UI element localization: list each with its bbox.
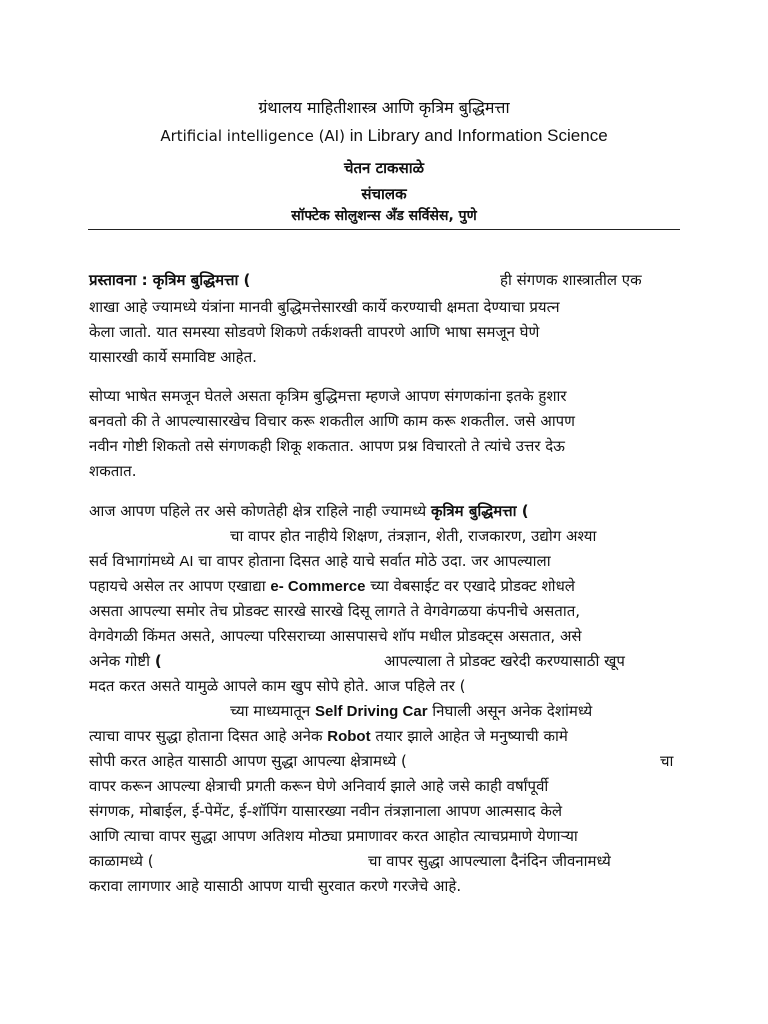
para3-line15-end: चा वापर सुद्धा आपल्याला दैनंदिन जीवनामध्ये	[368, 852, 611, 870]
para3-line13: संगणक, मोबाईल, ई-पेमेंट, ई-शॉपिंग यासारख्या नवीन तंत्रज्ञानाला आपण आत्मसाद केले	[89, 802, 563, 820]
para3-line2: चा वापर होत नाहीये शिक्षण, तंत्रज्ञान, शेती, राजकारण, उद्योग अश्या	[230, 527, 597, 545]
para1-line1-end: ही संगणक शास्त्रातील एक	[500, 271, 642, 289]
marathi-title: ग्रंथालय माहितीशास्त्र आणि कृत्रिम बुद्धिमत्ता	[258, 98, 510, 117]
para3-line9: च्या माध्यमातून Self Driving Car निघाली असून अनेक देशांमध्ये	[230, 702, 593, 720]
para3-line6: वेगवेगळी किंमत असते, आपल्या परिसराच्या आसपासचे शॉप मधील प्रोडक्ट्स असतात, असे	[89, 627, 582, 645]
para1-heading: प्रस्तावना : कृत्रिम बुद्धिमत्ता (	[89, 271, 251, 289]
author-name: चेतन टाकसाळे	[343, 159, 424, 177]
english-title	[0, 126, 768, 146]
para3-line1	[89, 501, 529, 521]
para1-line3: केला जातो. यात समस्या सोडवणे शिकणे तर्कशक्ती वापरणे आणि भाषा समजून घेणे	[89, 323, 540, 341]
para3-line11-end: चा	[660, 752, 674, 770]
para1-line2: शाखा आहे ज्यामध्ये यंत्रांना मानवी बुद्धिमत्तेसारखी कार्ये करण्याची क्षमता देण्याचा प्रयत्न	[89, 298, 560, 316]
para3-line7-end: आपल्याला ते प्रोडक्ट खरेदी करण्यासाठी खूप	[384, 652, 625, 670]
para3-line7: अनेक गोष्टी (	[89, 652, 162, 670]
para3-line12: वापर करून आपल्या क्षेत्राची प्रगती करून घेणे अनिवार्य झाले आहे जसे काही वर्षांपूर्वी	[89, 777, 549, 795]
para3-line15: काळामध्ये (	[89, 852, 154, 870]
ai-term: AI	[179, 553, 194, 570]
english-title-rest: in Library and Information Science	[344, 126, 608, 145]
organization-name: सॉफ्टेक सोलुशन्स अँड सर्विसेस, पुणे	[291, 208, 477, 224]
para2-line4: शकतात.	[89, 462, 137, 480]
para1-line4: यासारखी कार्ये समाविष्ट आहेत.	[89, 348, 257, 366]
header-divider	[88, 229, 680, 230]
para3-line5: असता आपल्या समोर तेच प्रोडक्ट सारखे सारखे दिसू लागते ते वेगवेगळया कंपनीचे असतात,	[89, 602, 581, 620]
self-driving-car-term: Self Driving Car	[315, 703, 428, 720]
english-title-prefix: Artificial intelligence (AI)	[160, 127, 345, 145]
para3-line16: करावा लागणार आहे यासाठी आपण याची सुरवात करणे गरजेचे आहे.	[89, 877, 462, 895]
para3-ai-term: कृत्रिम बुद्धिमत्ता (	[430, 502, 529, 520]
para3-line3: सर्व विभागांमध्ये AI चा वापर होताना दिसत आहे याचे सर्वात मोठे उदा. जर आपल्याला	[89, 552, 551, 570]
para3-line11: सोपी करत आहेत यासाठी आपण सुद्धा आपल्या क्षेत्रामध्ये (	[89, 752, 407, 770]
para3-line1-text: आज आपण पहिले तर असे कोणतेही क्षेत्र राहिले नाही ज्यामध्ये	[89, 502, 431, 520]
para3-line10: त्याचा वापर सुद्धा होताना दिसत आहे अनेक Robot तयार झाले आहेत जे मनुष्याची कामे	[89, 727, 568, 745]
para2-line1: सोप्या भाषेत समजून घेतले असता कृत्रिम बुद्धिमत्ता म्हणजे आपण संगणकांना इतके हुशार	[89, 387, 567, 405]
para3-line4: पहायचे असेल तर आपण एखाद्या e- Commerce च्या वेबसाईट वर एखादे प्रोडक्ट शोधले	[89, 577, 575, 595]
para1-line1	[89, 270, 250, 290]
para3-line8: मदत करत असते यामुळे आपले काम खुप सोपे होते. आज पहिले तर (	[89, 677, 466, 695]
para2-line2: बनवतो की ते आपल्यासारखेच विचार करू शकतील आणि काम करू शकतील. जसे आपण	[89, 412, 576, 430]
para2-line3: नवीन गोष्टी शिकतो तसे संगणकही शिकू शकतात. आपण प्रश्न विचारतो ते त्यांचे उत्तर देऊ	[89, 437, 565, 455]
author-designation: संचालक	[361, 185, 407, 203]
para3-line7-paren: (	[154, 652, 162, 670]
ecommerce-term: e- Commerce	[270, 578, 366, 595]
para3-line14: आणि त्याचा वापर सुद्धा आपण अतिशय मोठ्या प्रमाणावर करत आहोत त्याचप्रमाणे येणाऱ्या	[89, 827, 578, 845]
robot-term: Robot	[327, 728, 371, 745]
